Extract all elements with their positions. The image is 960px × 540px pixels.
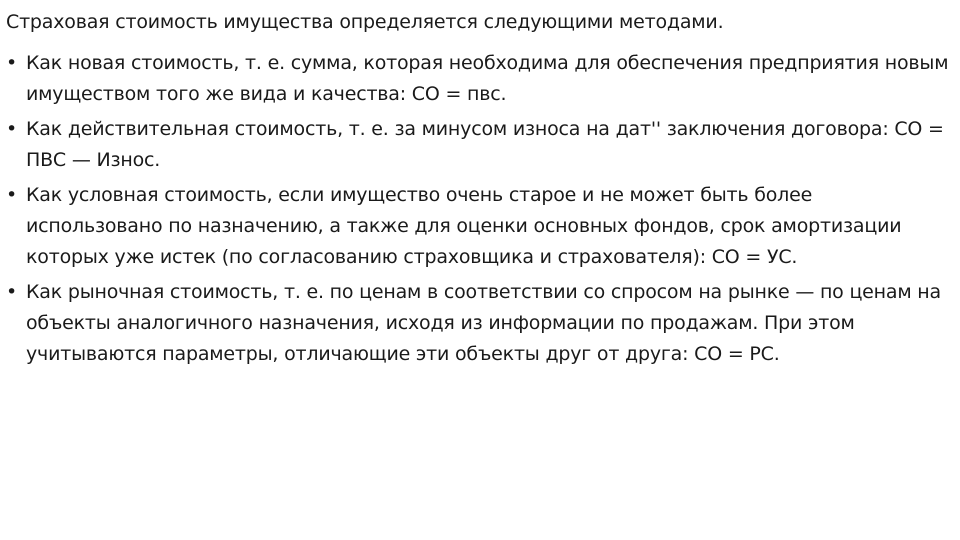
bullet-text: Как новая стоимость, т. е. сумма, которая необходима для обеспечения предприятия новым имуществом того же вида и качества: СО = пвс.: [26, 52, 949, 105]
bullet-list: [6, 48, 954, 374]
bullet-text: Как рыночная стоимость, т. е. по ценам в соответствии со спросом на рынке — по ценам на объекты аналогичного назначения, исходя из информации по продажам. При этом учитываются параметры, отличающие эти объекты друг от друга: СО = PC.: [26, 281, 941, 365]
bullet-dot-icon: •: [6, 281, 18, 303]
bullet-text: Как действительная стоимость, т. е. за минусом износа на дат'' заключения договора: СО = ПВС — Износ.: [26, 118, 944, 171]
bullet-dot-icon: •: [6, 118, 18, 140]
bullet-item-new-cost: [6, 48, 954, 110]
intro-text: Страховая стоимость имущества определяется следующими методами.: [6, 11, 724, 33]
bullet-dot-icon: •: [6, 52, 18, 74]
bullet-item-conditional-cost: [6, 180, 954, 273]
bullet-item-market-cost: [6, 277, 954, 370]
bullet-item-actual-cost: [6, 114, 954, 176]
bullet-dot-icon: •: [6, 184, 18, 206]
bullet-text: Как условная стоимость, если имущество очень старое и не может быть более использовано по назначению, а также для оценки основных фондов, срок амортизации которых уже истек (по согласованию страховщика и страхователя): СО = УС.: [26, 184, 902, 268]
